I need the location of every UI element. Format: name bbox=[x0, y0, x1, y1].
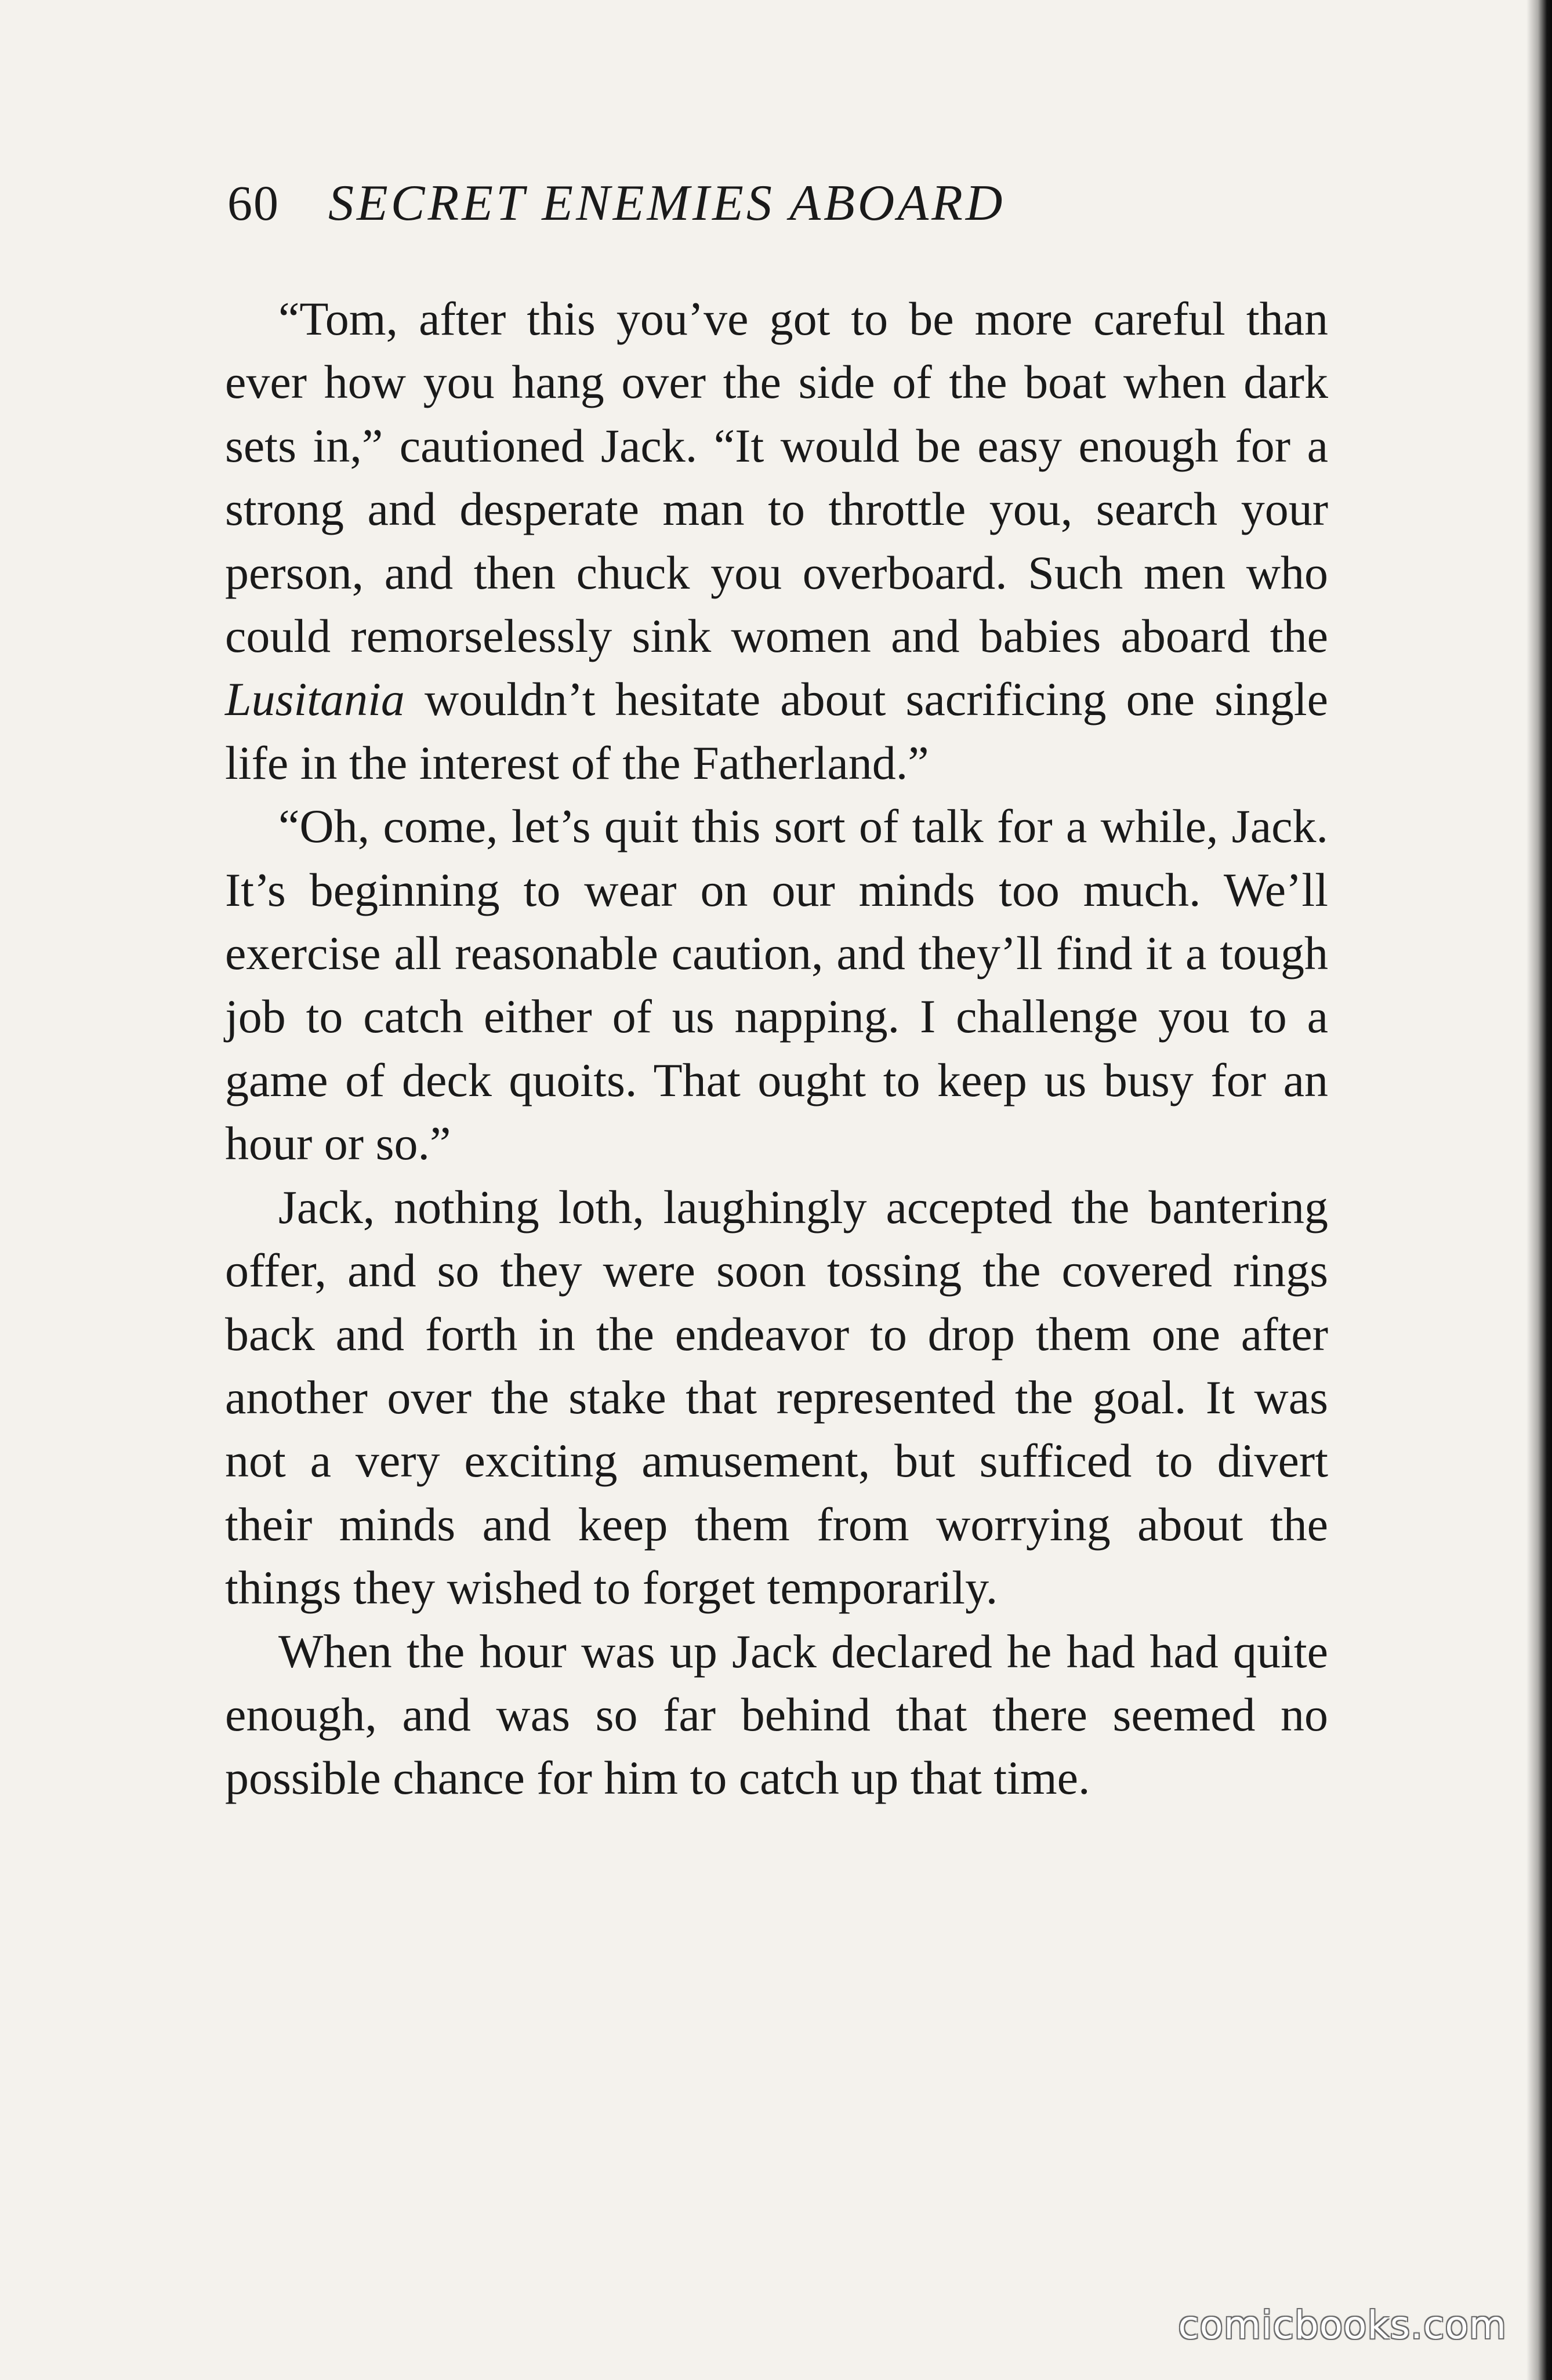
page-header bbox=[227, 174, 1178, 244]
paragraph-text: wouldn’t hesitate about sacrificing one single life in the interest of the Fatherland.” bbox=[225, 673, 1328, 789]
page-number: 60 bbox=[227, 175, 280, 231]
paragraph bbox=[225, 287, 1328, 794]
paragraph: “Oh, come, let’s quit this sort of talk for a while, Jack. It’s beginning to wear on our minds too much. We’ll exercise all reasonable caution, and they’ll find it a tough job to catch either of us napping. I challenge you to a game of deck quoits. That ought to keep us busy for an hour or so.” bbox=[225, 800, 1328, 1170]
page-binding-edge bbox=[1526, 0, 1552, 2380]
body-text bbox=[225, 287, 1328, 1810]
paragraph: Jack, nothing loth, laughingly accepted the bantering offer, and so they were soon tossing the covered rings back and forth in the endeavor to drop them one after another over the stake that represented the goal. It was not a very exciting amusement, but sufficed to divert their minds and keep them from worrying about the things they wished to forget temporarily. bbox=[225, 1180, 1328, 1615]
watermark: comicbooks.com bbox=[1178, 2303, 1507, 2348]
running-title: SECRET ENEMIES ABOARD bbox=[328, 175, 1006, 231]
paragraph: When the hour was up Jack declared he had had quite enough, and was so far behind that there seemed no possible chance for him to catch up that time. bbox=[225, 1624, 1328, 1805]
paragraph-text: “Tom, after this you’ve got to be more careful than ever how you hang over the side of the boat when dark sets in,” cautioned Jack. “It would be easy enough for a strong and desperate man to throttle you, search your person, and then chuck you overboard. Such men who could remorselessly sink women and babies aboard the bbox=[225, 292, 1328, 663]
ship-name: Lusitania bbox=[225, 673, 405, 726]
